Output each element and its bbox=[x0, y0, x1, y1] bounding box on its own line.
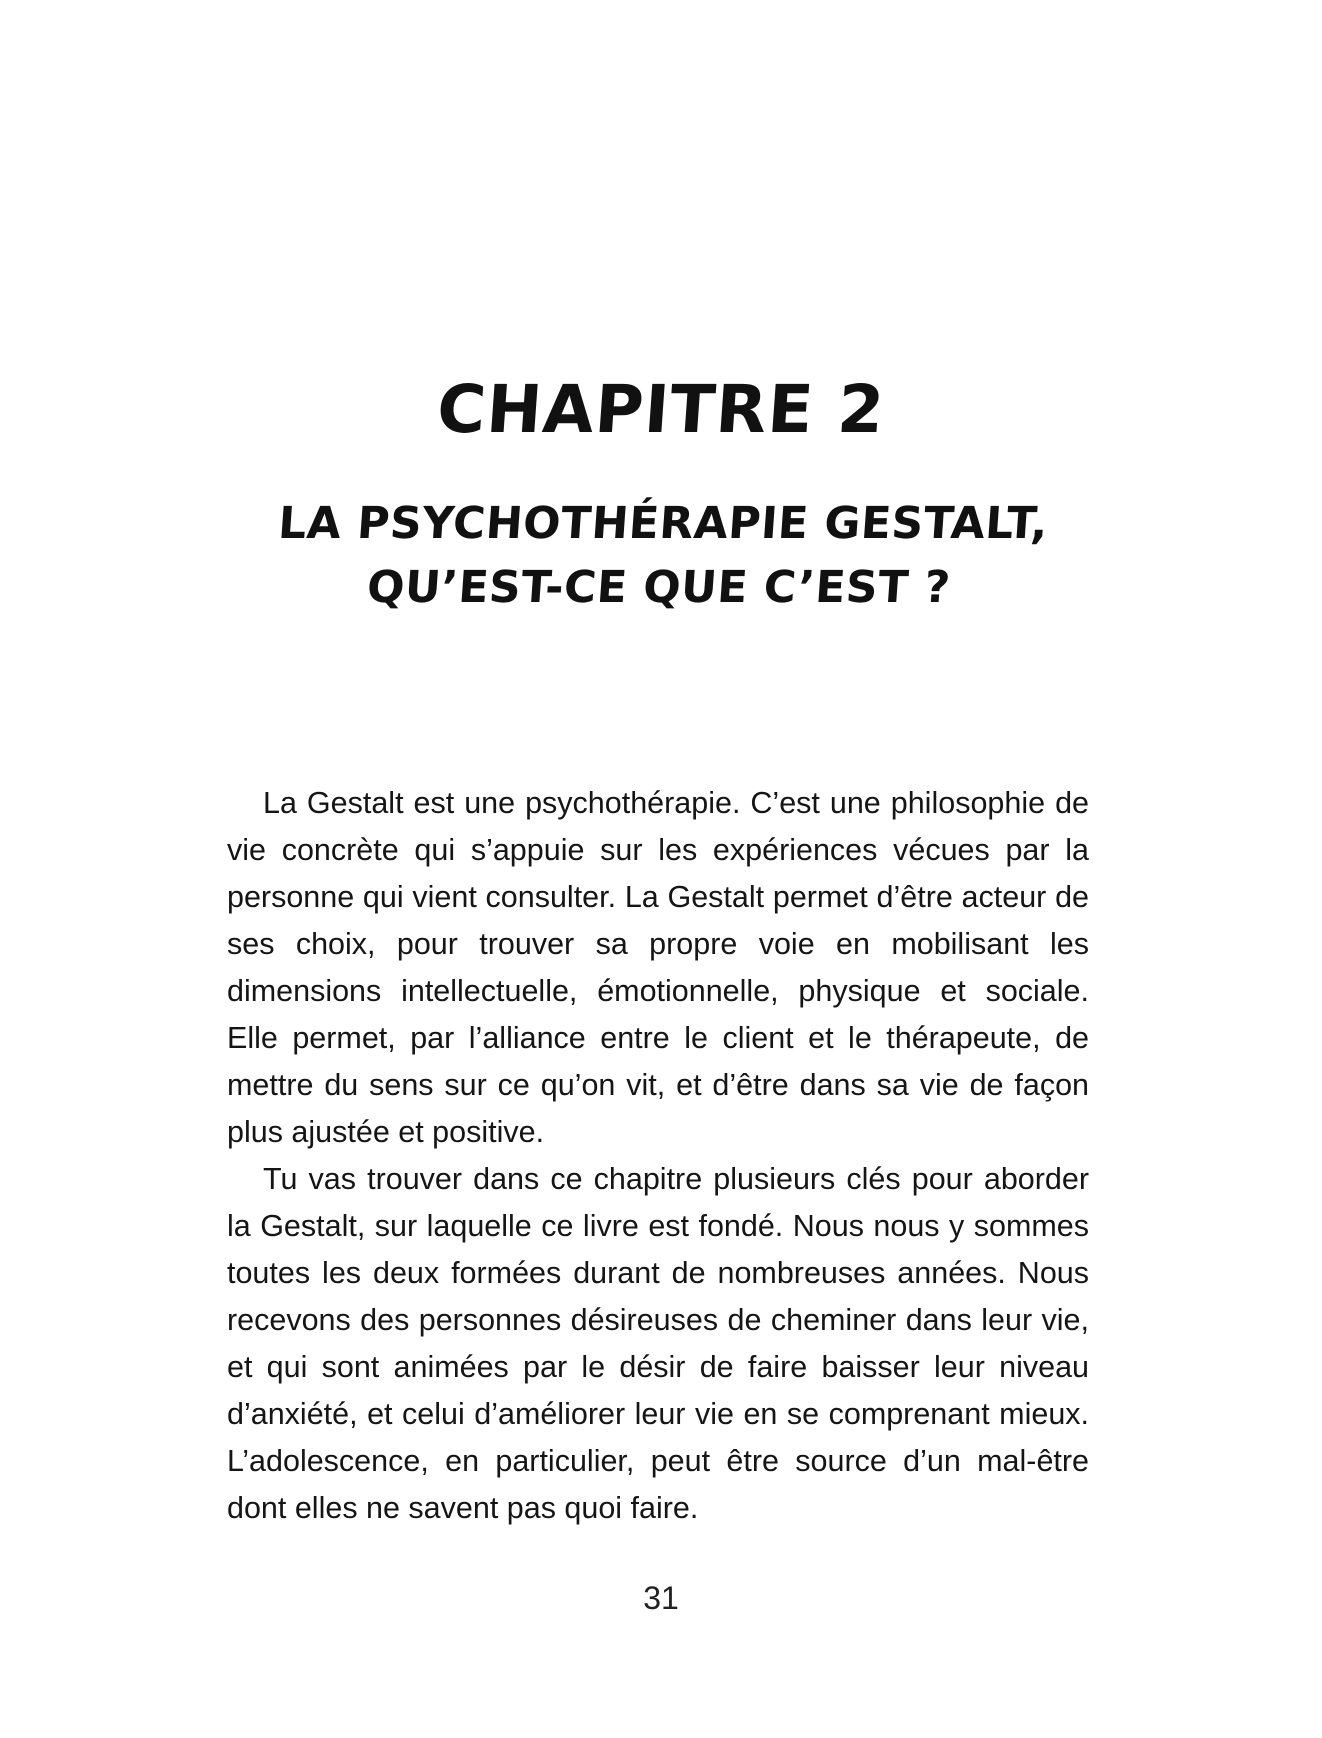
paragraph-1: La Gestalt est une psychothérapie. C’est une philosophie de vie concrète qui s’appuie sur les expériences vécues par la personne qui vient consulter. La Gestalt permet d’être acteur de ses choix, pour trouver sa propre voie en mobilisant les dimensions intellectuelle, émotionnelle, physique et sociale. Elle permet, par l’alliance entre le client et le thérapeute, de mettre du sens sur ce qu’on vit, et d’être dans sa vie de façon plus ajustée et positive. bbox=[227, 786, 1089, 1149]
chapter-subtitle-line-2: QU’EST-CE QUE C’EST ? bbox=[365, 562, 953, 613]
chapter-subtitle bbox=[0, 492, 1322, 620]
body-text bbox=[227, 780, 1089, 1532]
paragraph-2: Tu vas trouver dans ce chapitre plusieurs clés pour aborder la Gestalt, sur laquelle ce livre est fondé. Nous nous y sommes toutes les deux formées durant de nombreuses années. Nous recevons des personnes désireuses de cheminer dans leur vie, et qui sont animées par le désir de faire baisser leur niveau d’anxiété, et celui d’améliorer leur vie en se comprenant mieux. L’adolescence, en particulier, peut être source d’un mal-être dont elles ne savent pas quoi faire. bbox=[227, 1162, 1089, 1525]
page-number: 31 bbox=[643, 1580, 679, 1616]
chapter-subtitle-line-1: LA PSYCHOTHÉRAPIE GESTALT, bbox=[276, 498, 1050, 549]
chapter-heading: CHAPITRE 2 bbox=[434, 371, 888, 448]
